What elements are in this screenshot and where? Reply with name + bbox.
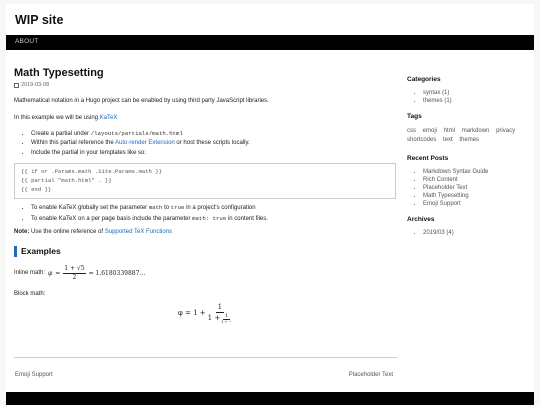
step-text: Create a partial under [31,131,91,138]
code-block [14,163,396,199]
note-label: Note: [14,229,30,236]
recent-post-item[interactable]: • Math Typesetting [423,193,532,199]
tag-markdown[interactable]: markdown [461,128,490,134]
post-title: Math Typesetting [14,67,104,79]
recent-post-item[interactable]: • Rich Content [423,177,532,183]
step-text: or host these scripts locally. [174,140,250,147]
tags-cloud [407,127,532,146]
list-item [31,140,396,148]
fraction-denominator: 2 [72,274,77,282]
code-line: {{ end }} [21,185,52,193]
prev-post-link[interactable]: Emoji Support [15,372,53,378]
example-paragraph [14,115,396,123]
sidebar [407,76,532,245]
step-text: Within this partial reference the [31,140,116,147]
nav-item-about[interactable]: ABOUT [15,38,39,45]
tag-text[interactable]: text [443,137,453,144]
fraction-numerator: 1 [225,312,229,319]
math-result: = 1.6180339887… [88,269,146,277]
inline-code: true [170,204,185,212]
tag-themes[interactable]: themes [459,137,480,144]
archive-item[interactable]: • 2019/03 (4) [423,230,532,236]
archives-list [423,230,532,236]
config-text: to [162,205,171,212]
site-title[interactable]: WIP site [15,13,64,27]
list-item [31,204,396,213]
sidebar-item-syntax[interactable]: • syntax (1) [423,90,532,96]
tex-functions-link[interactable]: Supported TeX Functions [104,229,172,236]
note-paragraph [14,229,396,237]
config-text: To enable KaTeX globally set the parameter [31,205,149,212]
categories-heading: Categories [407,76,441,83]
tags-heading: Tags [407,113,422,120]
block-math-label: Block math: [14,290,46,297]
list-item [31,130,396,139]
navbar [6,35,534,50]
nested-fraction [221,313,232,325]
fraction-numerator: 1 + √5 [64,265,85,273]
tag-css[interactable]: css [407,128,416,134]
tag-emoji[interactable]: emoji [422,128,438,134]
katex-link[interactable]: KaTeX [99,115,118,122]
math-expression: φ = 1 + [177,309,206,318]
code-line: {{ if or .Params.math .Site.Params.math }} [21,168,162,176]
inline-code: math [148,204,163,212]
block-math [14,303,396,325]
math-symbol: φ [48,269,53,277]
list-item [31,215,396,224]
page [6,4,534,405]
inline-math-row [14,265,396,282]
recent-post-item[interactable]: • Placeholder Text [423,185,532,191]
fraction-denominator [208,313,232,325]
examples-heading: Examples [14,246,396,257]
intro-paragraph: Mathematical notation in a Hugo project can be enabled by using third party JavaScript libraries. [14,98,269,105]
math-symbol: = [55,269,61,277]
list-item: • Include the partial in your templates like so: [31,150,396,158]
example-text: In this example we will be using [14,115,100,122]
tag-shortcodes[interactable]: shortcodes [407,137,437,144]
config-text: in content files. [226,215,268,222]
calendar-icon [14,83,19,88]
config-text: To enable KaTeX on a per page basis include the parameter [31,215,193,222]
archives-heading: Archives [407,215,435,223]
fraction-numerator: 1 [216,303,224,313]
tag-html[interactable]: html [443,128,456,134]
recent-posts-heading: Recent Posts [407,154,449,162]
note-text: Use the online reference of [29,229,105,236]
recent-post-item[interactable]: • Emoji Support [423,201,532,207]
recent-posts-list [423,169,532,207]
config-list [31,204,396,223]
post-date: 2019-03-08 [21,82,50,89]
code-line: {{ partial "math.html" . }} [21,177,112,185]
main-content [14,66,396,325]
tag-privacy[interactable]: privacy [496,128,516,134]
divider [14,357,397,358]
post-meta [14,82,396,89]
config-text: in a project's configuration [184,205,256,212]
inline-code: math: true [192,214,227,222]
auto-render-link[interactable]: Auto-render Extension [115,140,175,147]
recent-post-item[interactable]: • Markdown Syntax Guide [423,169,532,175]
footer [6,392,534,405]
inline-code: /layouts/partials/math.html [90,130,183,138]
fraction-denominator: 1 + ⋯ [221,320,233,325]
next-post-link[interactable]: Placeholder Text [348,372,393,378]
inline-math-label: Inline math: [14,269,46,276]
continued-fraction [208,303,232,325]
math-expression: 1 + [207,314,221,323]
math-fraction [63,265,85,282]
categories-list [423,90,532,104]
steps-list [31,130,396,157]
sidebar-item-themes[interactable]: • themes (1) [423,98,532,104]
